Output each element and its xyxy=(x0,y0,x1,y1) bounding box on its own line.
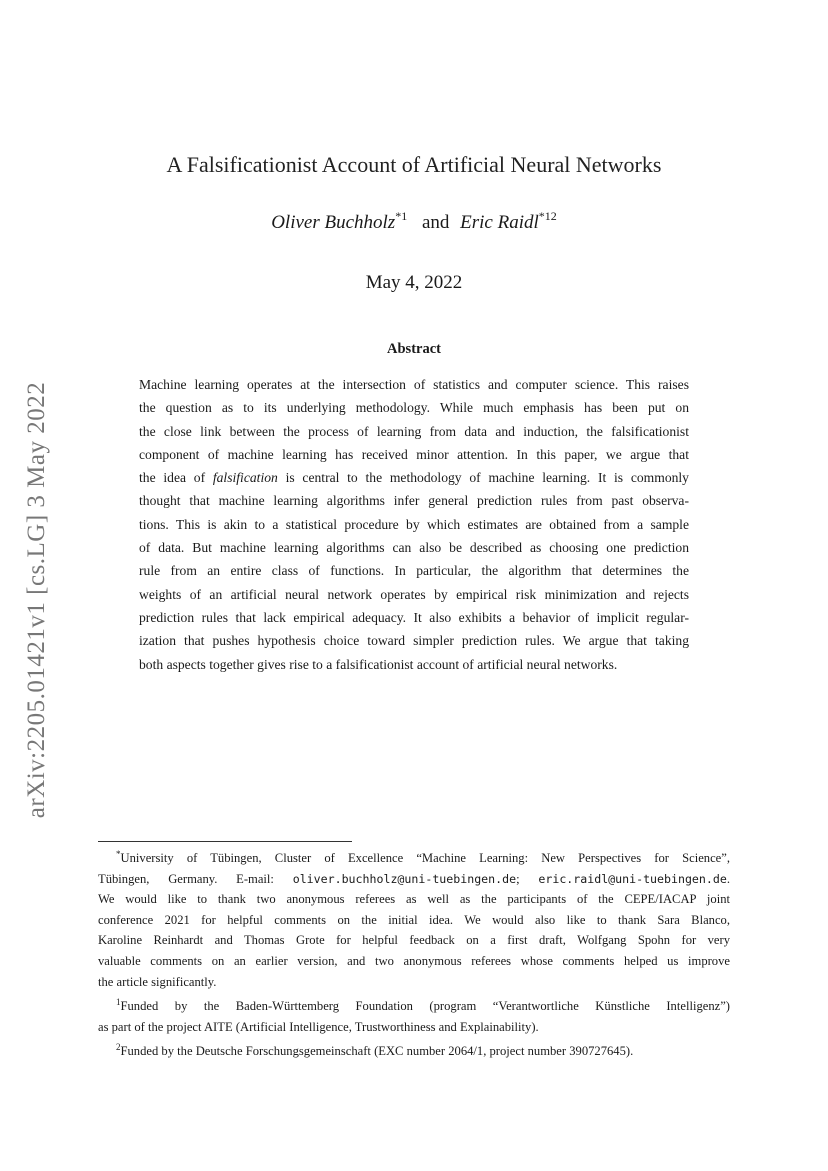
footnote-affiliation xyxy=(98,844,730,992)
footnote-text: University of Tübingen, Cluster of Excellence “Machine Learning: New Perspectives for Science”, xyxy=(120,851,730,865)
abstract-line: weights of an artificial neural network operates by empirical risk minimization and rejects xyxy=(139,586,689,602)
author-2-name: Eric Raidl xyxy=(460,212,539,233)
footnote-text: Funded by the Baden-Württemberg Foundation (program “Verantwortliche Künstliche Intelligenz”) xyxy=(120,999,730,1014)
abstract-line: rule from an entire class of functions. In particular, the algorithm that determines the xyxy=(139,563,689,579)
abstract-line: of data. But machine learning algorithms can also be described as choosing one prediction xyxy=(139,540,689,556)
author-2-affiliation-marks: *12 xyxy=(538,209,557,223)
abstract-line xyxy=(139,466,689,489)
footnote-divider xyxy=(98,841,352,842)
abstract-line: component of machine learning has received minor attention. In this paper, we argue that xyxy=(139,446,689,462)
author-1-affiliation-marks: *1 xyxy=(395,209,408,223)
footnote-line: as part of the project AITE (Artificial Intelligence, Trustworthiness and Explainability). xyxy=(98,1019,539,1034)
footnote-mark: 2 xyxy=(116,1042,121,1053)
email-link-raidl[interactable]: eric.raidl@uni-tuebingen.de xyxy=(538,871,727,886)
footnote-text: . xyxy=(726,871,730,886)
footnote-line: We would like to thank two anonymous referees as well as the participants of the CEPE/IACAP joint xyxy=(98,892,730,907)
abstract-text: is xyxy=(285,470,295,486)
footnote-text: ; xyxy=(516,871,520,886)
footnote-text: Funded by the Deutsche Forschungsgemeinschaft (EXC number 2064/1, project number 390727645). xyxy=(120,1044,634,1059)
abstract-body xyxy=(139,373,689,676)
email-link-buchholz[interactable]: oliver.buchholz@uni-tuebingen.de xyxy=(292,871,517,886)
abstract-line: the close link between the process of learning from data and induction, the falsificationist xyxy=(139,423,689,439)
author-line xyxy=(0,209,828,234)
abstract-line: thought that machine learning algorithms infer general prediction rules from past observa- xyxy=(139,493,689,509)
footnotes xyxy=(98,844,730,1062)
footnote-line xyxy=(98,844,730,869)
abstract-text: central to the methodology of machine learning. It is commonly xyxy=(302,470,689,486)
footnote-mark: * xyxy=(116,849,121,859)
paper-title: A Falsificationist Account of Artificial Neural Networks xyxy=(166,152,662,177)
abstract-line: tions. This is akin to a statistical procedure by which estimates are obtained from a sample xyxy=(139,516,689,532)
footnote-mark: 1 xyxy=(116,997,121,1008)
author-conjunction: and xyxy=(421,212,450,233)
abstract-line: prediction rules that lack empirical adequacy. It also exhibits a behavior of implicit regular- xyxy=(139,609,689,625)
footnote-funding-1 xyxy=(98,992,730,1037)
abstract-text: the idea of xyxy=(139,470,206,486)
footnote-line xyxy=(98,992,730,1017)
footnote-funding-2 xyxy=(98,1037,730,1062)
abstract-line: ization that pushes hypothesis choice toward simpler prediction rules. We argue that taking xyxy=(139,633,689,649)
footnote-line xyxy=(98,1037,730,1062)
author-1-name: Oliver Buchholz xyxy=(271,212,396,233)
footnote-line: Karoline Reinhardt and Thomas Grote for helpful feedback on a first draft, Wolfgang Spohn for very xyxy=(98,933,730,948)
abstract-heading: Abstract xyxy=(387,341,441,357)
abstract-line: the question as to its underlying methodology. While much emphasis has been put on xyxy=(139,400,689,416)
footnote-line: valuable comments on an earlier version, and two anonymous referees whose comments helped us improve xyxy=(98,953,730,968)
footnote-text: Tübingen, Germany. E-mail: xyxy=(98,871,274,886)
paper-date: May 4, 2022 xyxy=(365,272,463,293)
footnote-line: the article significantly. xyxy=(98,974,217,989)
abstract-line: Machine learning operates at the intersection of statistics and computer science. This raises xyxy=(139,377,689,392)
arxiv-identifier-sidebar: arXiv:2205.01421v1 [cs.LG] 3 May 2022 xyxy=(23,381,50,819)
abstract-emphasis: falsification xyxy=(212,470,278,486)
footnote-line: conference 2021 for helpful comments on the initial idea. We would also like to thank Sara Blanco, xyxy=(98,912,730,927)
abstract-line: both aspects together gives rise to a falsificationist account of artificial neural networks. xyxy=(139,656,618,672)
footnote-line xyxy=(98,869,730,890)
